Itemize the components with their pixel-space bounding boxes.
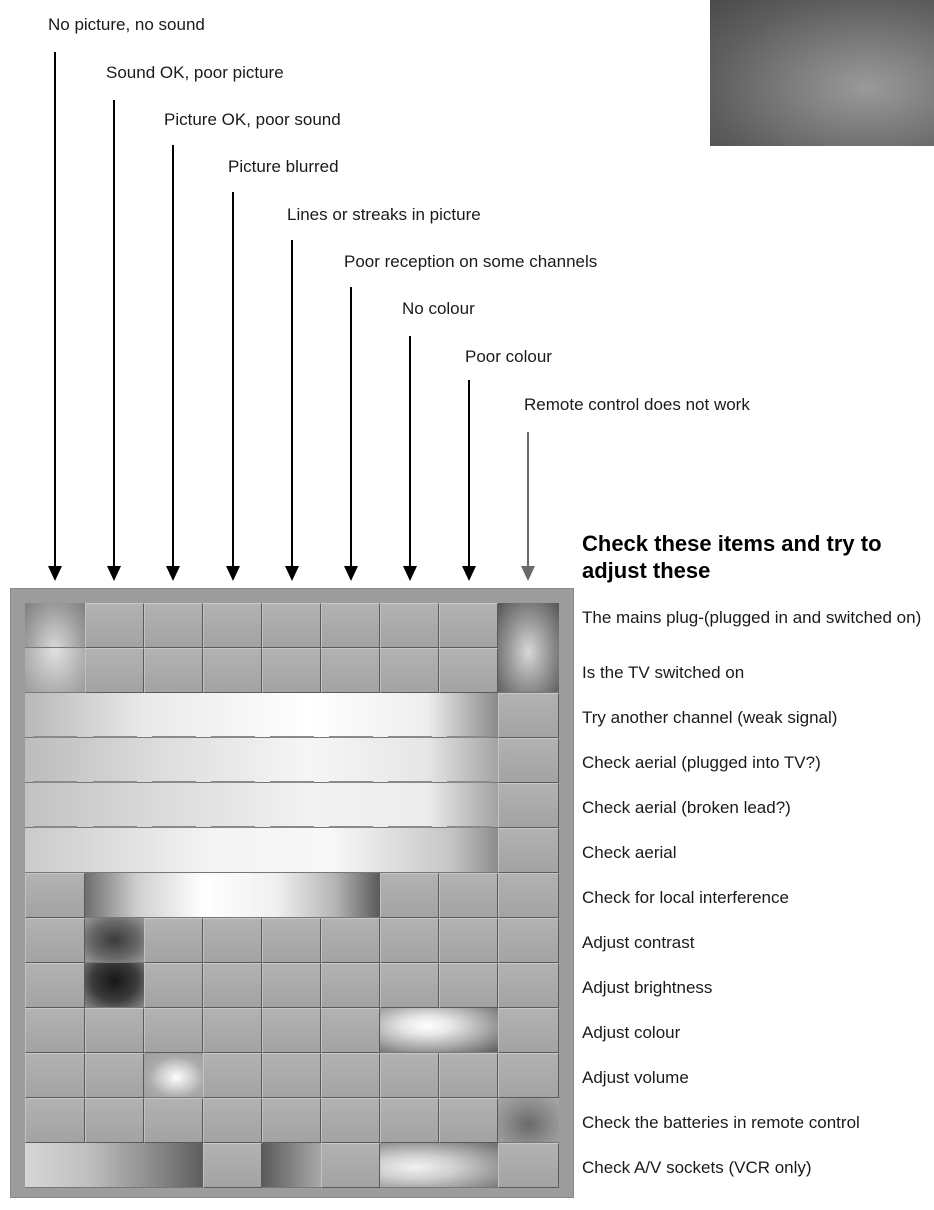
symptom-label-7: No colour	[402, 299, 475, 318]
check-item-tv-on: Is the TV switched on	[582, 663, 745, 682]
matrix-cell	[498, 1053, 559, 1098]
divider	[211, 736, 255, 738]
matrix-cell	[262, 648, 321, 693]
matrix-cell	[262, 1098, 321, 1143]
divider	[329, 736, 373, 738]
matrix-cell	[262, 963, 321, 1008]
matrix-cell	[380, 963, 439, 1008]
check-item-remote-batteries: Check the batteries in remote control	[582, 1113, 860, 1132]
matrix-cell	[321, 1008, 380, 1053]
tv-screen-photo	[710, 0, 934, 146]
matrix-cell	[262, 1053, 321, 1098]
arrow-down-icon	[54, 52, 56, 567]
matrix-highlight	[498, 1098, 559, 1143]
divider	[329, 781, 373, 783]
matrix-highlight	[85, 918, 144, 963]
matrix-cell	[203, 603, 262, 648]
matrix-cell	[25, 1008, 85, 1053]
matrix-highlight	[25, 693, 498, 738]
matrix-cell	[498, 783, 559, 828]
matrix-cell	[498, 1143, 559, 1188]
matrix-cell	[321, 648, 380, 693]
matrix-cell	[498, 963, 559, 1008]
matrix-cell	[439, 648, 498, 693]
divider	[447, 826, 491, 828]
symptom-label-1: No picture, no sound	[48, 15, 205, 34]
arrow-down-icon	[468, 380, 470, 567]
check-item-av-sockets: Check A/V sockets (VCR only)	[582, 1158, 812, 1177]
matrix-cell	[203, 918, 262, 963]
matrix-cell	[203, 1008, 262, 1053]
matrix-cell	[203, 1143, 262, 1188]
arrow-down-icon	[113, 100, 115, 567]
arrow-down-icon	[291, 240, 293, 567]
matrix-cell	[85, 1098, 144, 1143]
matrix-highlight	[85, 873, 380, 918]
matrix-highlight	[262, 1143, 321, 1188]
matrix-cell	[25, 963, 85, 1008]
matrix-cell	[321, 963, 380, 1008]
matrix-cell	[262, 918, 321, 963]
matrix-cell	[380, 648, 439, 693]
matrix-cell	[321, 1053, 380, 1098]
divider	[447, 736, 491, 738]
matrix-cell	[321, 603, 380, 648]
checklist-heading: Check these items and try to adjust these	[582, 531, 882, 583]
arrow-down-icon	[172, 145, 174, 567]
divider	[33, 826, 77, 828]
matrix-highlight	[25, 1143, 203, 1188]
check-item-another-channel: Try another channel (weak signal)	[582, 708, 838, 727]
matrix-cell	[203, 963, 262, 1008]
matrix-highlight	[25, 738, 498, 783]
matrix-cell	[439, 873, 498, 918]
matrix-cell	[498, 738, 559, 783]
matrix-highlight	[25, 603, 85, 648]
matrix-cell	[498, 828, 559, 873]
matrix-cell	[85, 1053, 144, 1098]
matrix-cell	[321, 1098, 380, 1143]
matrix-cell	[25, 1098, 85, 1143]
divider	[270, 781, 314, 783]
symptom-label-2: Sound OK, poor picture	[106, 63, 284, 82]
matrix-cell	[498, 693, 559, 738]
matrix-cell	[144, 603, 203, 648]
matrix-cell	[439, 963, 498, 1008]
divider	[388, 736, 432, 738]
divider	[152, 826, 196, 828]
matrix-cell	[498, 918, 559, 963]
matrix-cell	[144, 1098, 203, 1143]
matrix-cell	[85, 1008, 144, 1053]
symptom-label-5: Lines or streaks in picture	[287, 205, 481, 224]
check-item-contrast: Adjust contrast	[582, 933, 695, 952]
check-item-colour: Adjust colour	[582, 1023, 681, 1042]
matrix-cell	[380, 1098, 439, 1143]
matrix-cell	[439, 1053, 498, 1098]
matrix-highlight	[498, 603, 559, 693]
matrix-highlight	[380, 1008, 498, 1053]
matrix-highlight	[25, 783, 498, 828]
symptom-label-8: Poor colour	[465, 347, 552, 366]
check-item-aerial: Check aerial	[582, 843, 677, 862]
divider	[152, 781, 196, 783]
matrix-cell	[144, 1008, 203, 1053]
matrix-cell	[262, 603, 321, 648]
arrow-down-icon	[232, 192, 234, 567]
symptom-label-9: Remote control does not work	[524, 395, 750, 414]
symptom-check-matrix	[25, 603, 559, 1188]
matrix-cell	[380, 918, 439, 963]
check-item-aerial-plugged: Check aerial (plugged into TV?)	[582, 753, 821, 772]
divider	[211, 826, 255, 828]
matrix-cell	[498, 873, 559, 918]
divider	[388, 826, 432, 828]
matrix-cell	[25, 918, 85, 963]
divider	[270, 826, 314, 828]
check-item-interference: Check for local interference	[582, 888, 789, 907]
matrix-highlight	[144, 1053, 203, 1098]
check-item-mains-plug: The mains plug-(plugged in and switched on)	[582, 608, 922, 627]
divider	[388, 781, 432, 783]
matrix-cell	[144, 918, 203, 963]
matrix-cell	[439, 603, 498, 648]
matrix-cell	[321, 918, 380, 963]
matrix-cell	[380, 873, 439, 918]
divider	[93, 781, 137, 783]
matrix-cell	[203, 1098, 262, 1143]
matrix-cell	[203, 648, 262, 693]
divider	[152, 736, 196, 738]
divider	[33, 736, 77, 738]
divider	[270, 736, 314, 738]
symptom-label-6: Poor reception on some channels	[344, 252, 598, 271]
matrix-cell	[203, 1053, 262, 1098]
matrix-cell	[85, 603, 144, 648]
arrow-down-icon	[350, 287, 352, 567]
matrix-cell	[439, 1098, 498, 1143]
matrix-cell	[85, 648, 144, 693]
divider	[211, 781, 255, 783]
matrix-highlight	[85, 963, 144, 1008]
matrix-cell	[321, 1143, 380, 1188]
arrow-down-icon	[527, 432, 529, 567]
divider	[93, 826, 137, 828]
matrix-cell	[380, 603, 439, 648]
matrix-cell	[144, 648, 203, 693]
check-item-volume: Adjust volume	[582, 1068, 689, 1087]
matrix-cell	[144, 963, 203, 1008]
divider	[33, 781, 77, 783]
symptom-label-3: Picture OK, poor sound	[164, 110, 341, 129]
matrix-highlight	[380, 1143, 498, 1188]
matrix-cell	[262, 1008, 321, 1053]
matrix-highlight	[25, 648, 85, 693]
divider	[93, 736, 137, 738]
divider	[447, 781, 491, 783]
arrow-down-icon	[409, 336, 411, 567]
matrix-cell	[439, 918, 498, 963]
symptom-label-4: Picture blurred	[228, 157, 339, 176]
divider	[329, 826, 373, 828]
matrix-cell	[25, 1053, 85, 1098]
check-item-aerial-broken: Check aerial (broken lead?)	[582, 798, 791, 817]
check-item-brightness: Adjust brightness	[582, 978, 713, 997]
matrix-cell	[25, 873, 85, 918]
matrix-highlight	[25, 828, 498, 873]
matrix-cell	[380, 1053, 439, 1098]
matrix-cell	[498, 1008, 559, 1053]
